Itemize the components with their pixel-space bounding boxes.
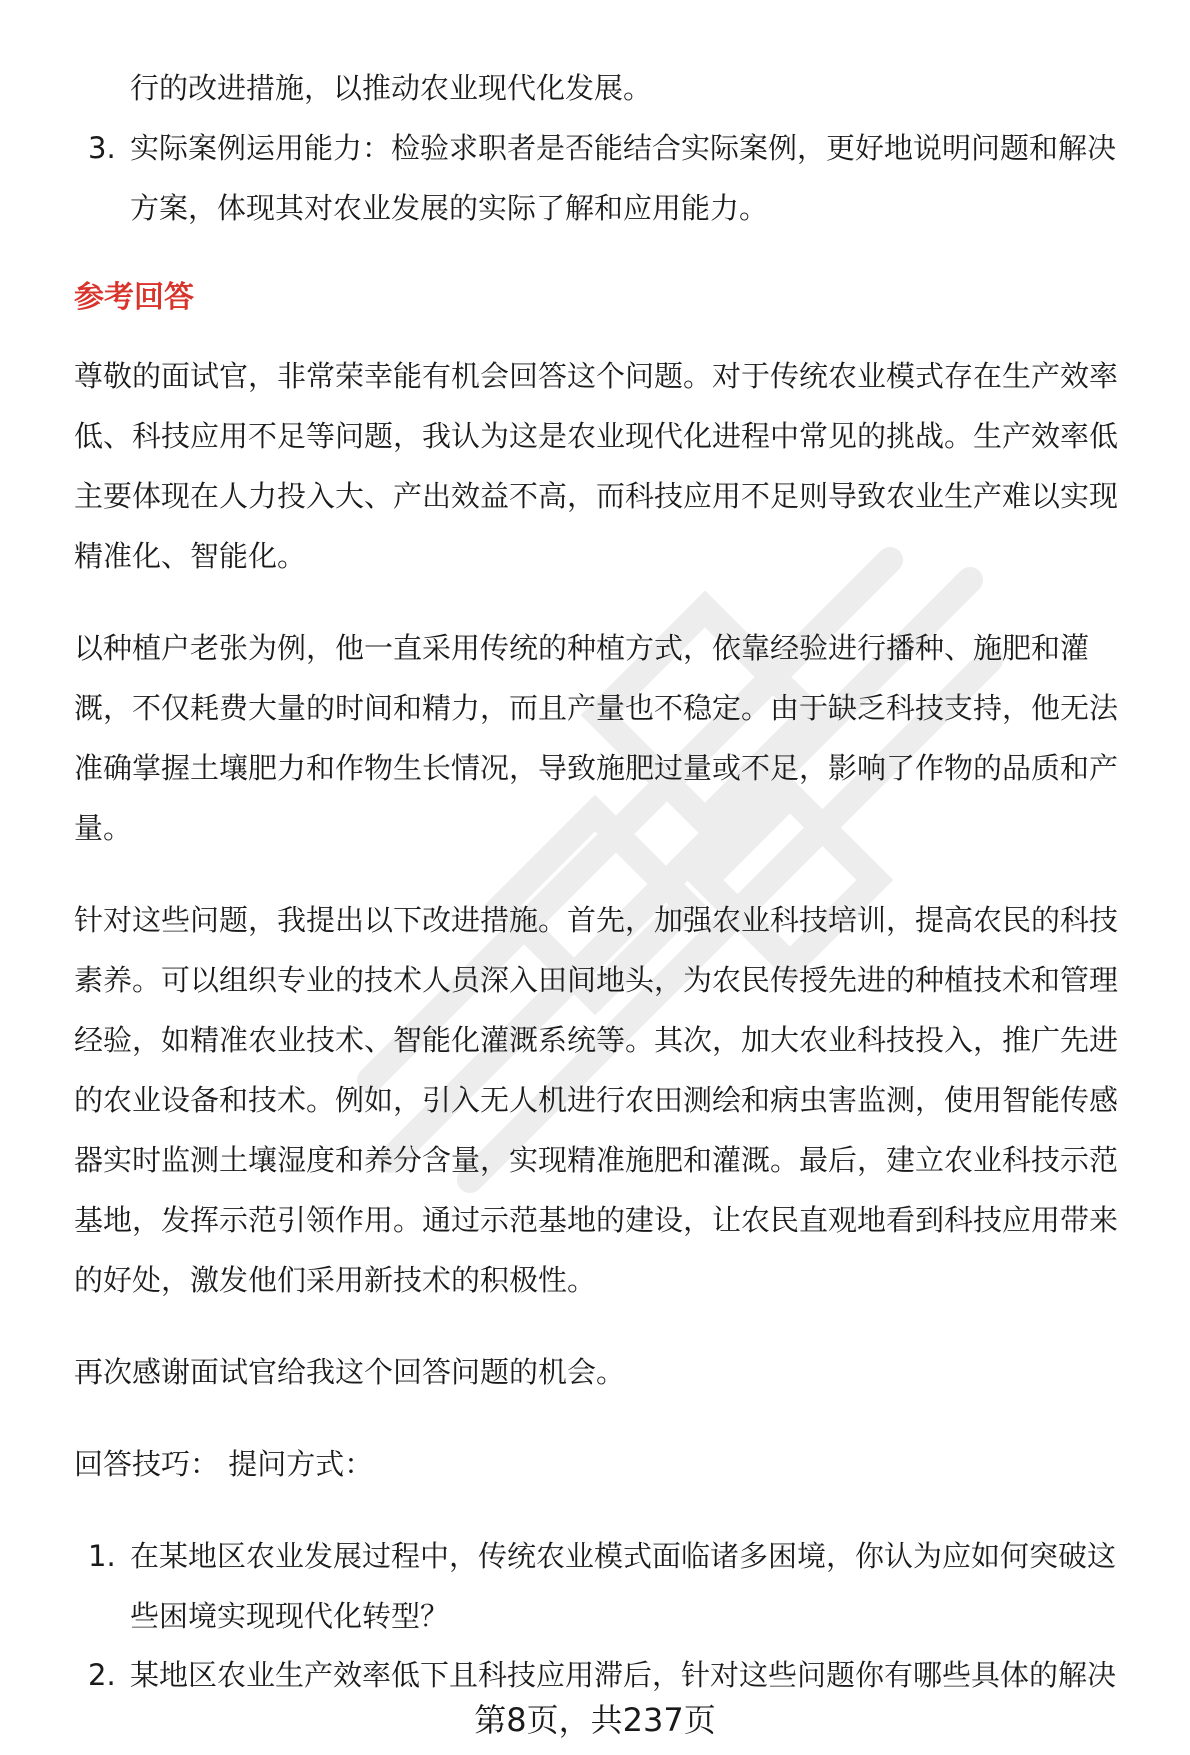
paragraph-3-line: 的农业设备和技术。例如，引入无人机进行农田测绘和病虫害监测，使用智能传感 — [74, 1083, 1119, 1117]
paragraph-3-line: 针对这些问题，我提出以下改进措施。首先，加强农业科技培训，提高农民的科技 — [74, 903, 1119, 937]
paragraph-2-line: 溉，不仅耗费大量的时间和精力，而且产量也不稳定。由于缺乏科技支持，他无法 — [74, 691, 1119, 725]
paragraph-2-line: 以种植户老张为例，他一直采用传统的种植方式，依靠经验进行播种、施肥和灌 — [74, 631, 1090, 665]
answer-tips-heading: 回答技巧： 提问方式： — [74, 1447, 374, 1481]
paragraph-3-line: 的好处，激发他们采用新技术的积极性。 — [74, 1263, 597, 1297]
paragraph-3-line: 器实时监测土壤湿度和养分含量，实现精准施肥和灌溉。最后，建立农业科技示范 — [74, 1143, 1119, 1177]
list-item-3-number: 3. — [88, 131, 116, 165]
paragraph-3-line: 经验，如精准农业技术、智能化灌溉系统等。其次，加大农业科技投入，推广先进 — [74, 1023, 1119, 1057]
paragraph-2-line: 量。 — [74, 811, 133, 845]
paragraph-1-line: 主要体现在人力投入大、产出效益不高，而科技应用不足则导致农业生产难以实现 — [74, 479, 1119, 513]
question-item-2-line-1: 某地区农业生产效率低下且科技应用滞后，针对这些问题你有哪些具体的解决 — [130, 1658, 1117, 1692]
question-item-2-number: 2. — [88, 1658, 116, 1692]
question-item-1-line-2: 些困境实现现代化转型？ — [130, 1599, 450, 1633]
list-item-3-line-2: 方案，体现其对农业发展的实际了解和应用能力。 — [130, 191, 769, 225]
paragraph-3-line: 基地，发挥示范引领作用。通过示范基地的建设，让农民直观地看到科技应用带来 — [74, 1203, 1119, 1237]
page-number-footer: 第8页，共237页 — [474, 1701, 716, 1739]
paragraph-1-line: 低、科技应用不足等问题，我认为这是农业现代化进程中常见的挑战。生产效率低 — [74, 419, 1119, 453]
question-item-1-number: 1. — [88, 1539, 116, 1573]
paragraph-2-line: 准确掌握土壤肥力和作物生长情况，导致施肥过量或不足，影响了作物的品质和产 — [74, 751, 1119, 785]
closing-paragraph: 再次感谢面试官给我这个回答问题的机会。 — [74, 1355, 626, 1389]
paragraph-1-line: 尊敬的面试官，非常荣幸能有机会回答这个问题。对于传统农业模式存在生产效率 — [74, 359, 1119, 393]
list-item-2-tail: 行的改进措施，以推动农业现代化发展。 — [130, 71, 653, 105]
paragraph-1-line: 精准化、智能化。 — [74, 539, 307, 573]
question-item-1-line-1: 在某地区农业发展过程中，传统农业模式面临诸多困境，你认为应如何突破这 — [130, 1539, 1117, 1573]
paragraph-3-line: 素养。可以组织专业的技术人员深入田间地头，为农民传授先进的种植技术和管理 — [74, 963, 1119, 997]
list-item-3-line-1: 实际案例运用能力：检验求职者是否能结合实际案例，更好地说明问题和解决 — [130, 131, 1117, 165]
reference-answer-heading: 参考回答 — [74, 280, 194, 315]
